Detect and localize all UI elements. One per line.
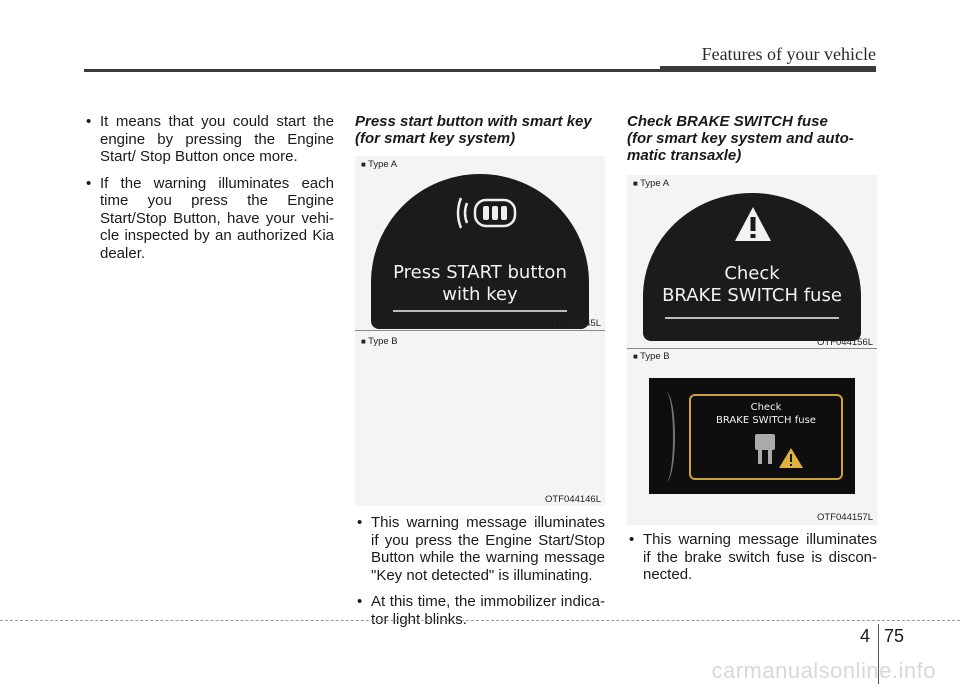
section-heading: Press start button with smart key: [355, 113, 592, 130]
section-heading-sub: matic transaxle): [627, 147, 742, 164]
cluster-display-a: [643, 193, 861, 341]
figure-code: OTF044146L: [545, 494, 601, 505]
section-heading: Check BRAKE SWITCH fuse: [627, 113, 828, 130]
section-heading-sub: (for smart key system): [355, 130, 516, 147]
display-text-line1: Check: [750, 402, 782, 413]
display-text-line2: with key: [442, 284, 518, 305]
page-number: 75: [884, 626, 905, 646]
running-header: Features of your vehicle: [701, 44, 876, 64]
right-heading: [627, 113, 877, 164]
fuse-warning-icon: [747, 432, 807, 472]
display-divider: [665, 317, 839, 319]
footer-rule: [0, 620, 960, 621]
bullet-item: • It means that you could start the engine by pressing the Engine Start/ Stop Button once more.: [84, 113, 334, 166]
cluster-display-a: [371, 174, 589, 329]
type-b-label: ■ Type B: [633, 351, 670, 362]
warning-triangle-icon: [733, 205, 773, 243]
display-text-line1: Check: [724, 263, 780, 284]
display-text-line2: BRAKE SWITCH fuse: [662, 285, 842, 306]
bullet-item: • This warning message illuminates if the brake switch fuse is discon-nected.: [627, 531, 877, 584]
chapter-number: 4: [860, 626, 871, 646]
smart-key-icon: [451, 188, 521, 238]
bullet-item: • If the warning illuminates each time you press the Engine Start/Stop Button, have your vehi-cle inspected by an authorized Kia dealer.: [84, 175, 334, 263]
section-heading-sub: (for smart key system and auto-: [627, 130, 854, 147]
bullet-item: • At this time, the immobilizer indica-tor light blinks.: [355, 593, 605, 628]
figure-divider: [355, 330, 605, 331]
gauge-arc: [657, 392, 675, 482]
middle-heading: [355, 113, 605, 147]
type-a-label: ■ Type A: [361, 159, 397, 170]
middle-bullets: [355, 514, 605, 637]
figure-brake-switch: [627, 175, 877, 525]
warning-frame: [689, 394, 843, 480]
type-a-label: ■ Type A: [633, 178, 669, 189]
figure-press-start: [355, 156, 605, 506]
display-divider: [393, 310, 567, 312]
display-text-line1: Press START button: [393, 262, 567, 283]
bullet-item: • This warning message illuminates if you press the Engine Start/Stop Button while the warning message "Key not detected" is illuminating.: [355, 514, 605, 584]
header-rule-accent: [660, 66, 876, 72]
figure-code: OTF044156L: [817, 337, 873, 348]
right-bullets: [627, 531, 877, 593]
display-text-line2: BRAKE SWITCH fuse: [716, 415, 816, 426]
cluster-display-b: [649, 378, 855, 494]
left-column: [84, 113, 334, 271]
type-b-label: ■ Type B: [361, 336, 398, 347]
figure-code: OTF044157L: [817, 512, 873, 523]
figure-divider: [627, 348, 877, 349]
watermark: carmanualsonline.info: [711, 658, 936, 683]
figure-code: OTF044145L: [545, 318, 601, 329]
